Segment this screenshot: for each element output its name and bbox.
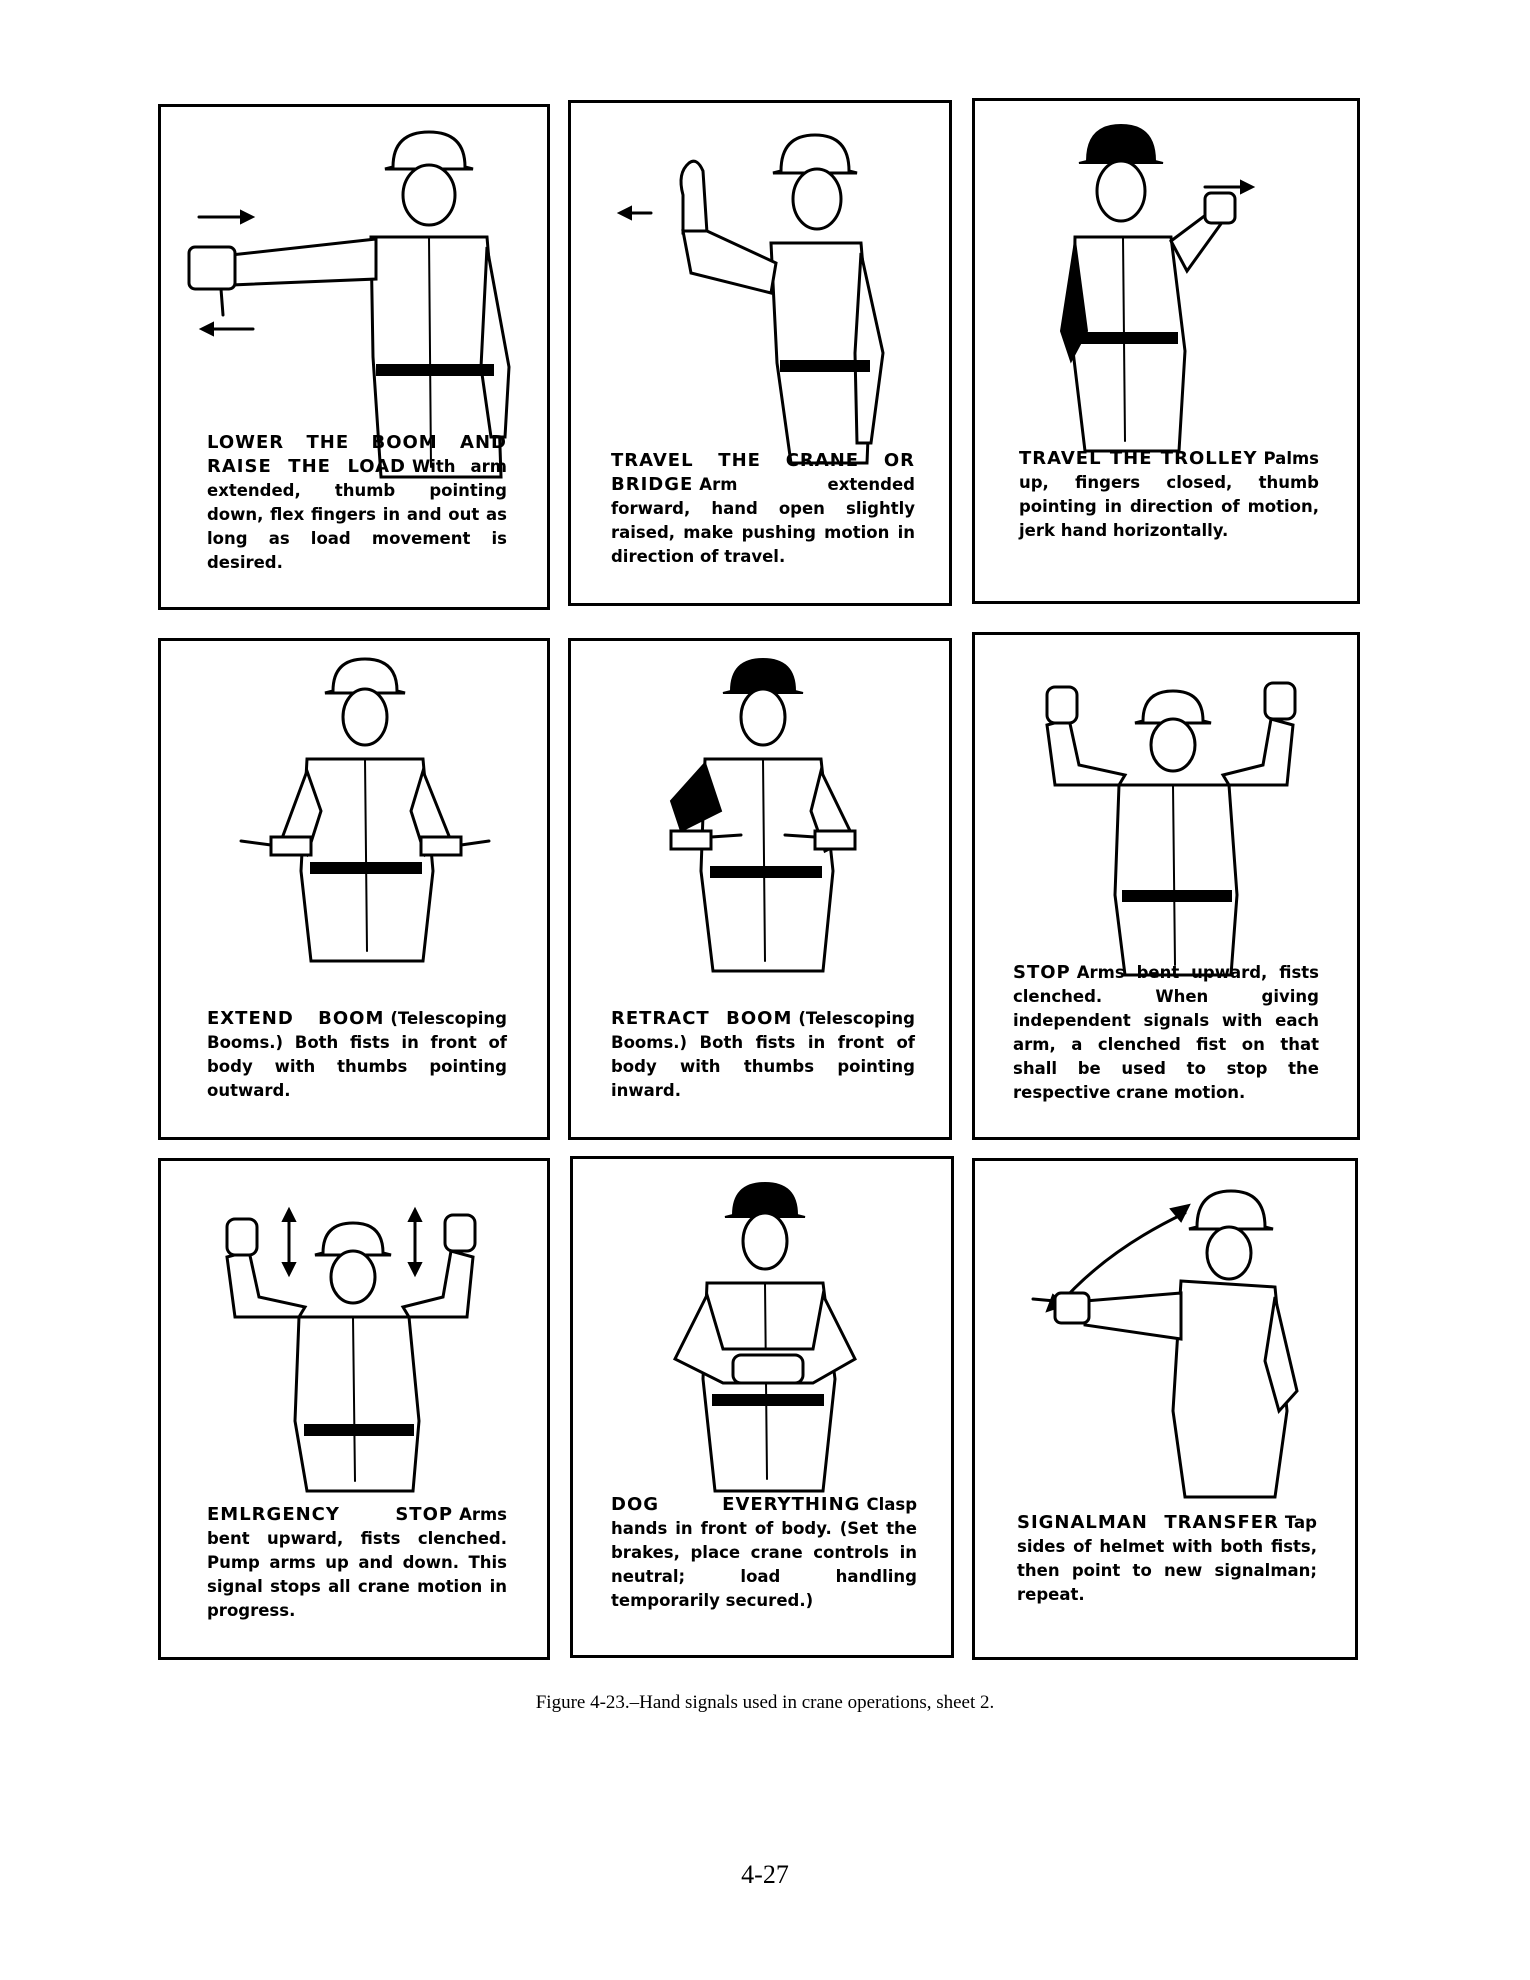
signal-panel-lower-boom [158, 104, 550, 610]
signal-title: TRAVEL THE TROLLEY [1019, 448, 1258, 469]
signal-description: With arm extended, thumb pointing down, flex fingers in and out as long as load movement is desired. [207, 457, 507, 572]
signal-description: (Telescoping Booms.) Both fists in front of body with thumbs pointing inward. [611, 1009, 915, 1100]
caption-extend-boom [207, 1007, 507, 1103]
signal-title: DOG EVERYTHING [611, 1494, 861, 1515]
signal-description: Arms bent upward, fists clenched. Pump arms up and down. This signal stops all crane motion in progress. [207, 1505, 507, 1620]
signal-title: STOP [1013, 962, 1071, 983]
signal-title: EXTEND BOOM [207, 1008, 385, 1029]
signal-panel-travel-trolley [972, 98, 1360, 604]
caption-lower-boom [207, 431, 507, 575]
caption-stop [1013, 961, 1319, 1105]
caption-travel-crane [611, 449, 915, 569]
signal-panel-signalman-transfer [972, 1158, 1358, 1660]
signal-title: EMLRGENCY STOP [207, 1504, 454, 1525]
signal-description: Arm extended forward, hand open slightly raised, make pushing motion in direction of travel. [611, 475, 915, 566]
signal-description: Clasp hands in front of body. (Set the brakes, place crane controls in neutral; load handling temporarily secured.) [611, 1495, 917, 1610]
caption-signalman-transfer [1017, 1511, 1317, 1607]
signal-title: SIGNALMAN TRANSFER [1017, 1512, 1279, 1533]
caption-dog-everything [611, 1493, 917, 1613]
signal-description: Tap sides of helmet with both fists, then point to new signalman; repeat. [1017, 1513, 1317, 1604]
signal-description: Arms bent upward, fists clenched. When giving independent signals with each arm, a clenched fist on that shall be used to stop the respective crane motion. [1013, 963, 1319, 1102]
figure-caption: Figure 4-23.–Hand signals used in crane operations, sheet 2. [535, 1692, 995, 1713]
signal-panel-travel-crane [568, 100, 952, 606]
signal-panel-stop [972, 632, 1360, 1140]
signal-title: LOWER THE BOOM AND RAISE THE LOAD [207, 432, 507, 477]
caption-retract-boom [611, 1007, 915, 1103]
signal-title: TRAVEL THE CRANE OR BRIDGE [611, 450, 915, 495]
signal-panel-extend-boom [158, 638, 550, 1140]
caption-travel-trolley [1019, 447, 1319, 543]
signal-panel-retract-boom [568, 638, 952, 1140]
signal-description: Palms up, fingers closed, thumb pointing in direction of motion, jerk hand horizontally. [1019, 449, 1319, 540]
signal-panel-dog-everything [570, 1156, 954, 1658]
page-number: 4-27 [741, 1860, 789, 1889]
signal-title: RETRACT BOOM [611, 1008, 793, 1029]
signal-description: (Telescoping Booms.) Both fists in front of body with thumbs pointing outward. [207, 1009, 507, 1100]
signal-panel-emergency-stop [158, 1158, 550, 1660]
caption-emergency-stop [207, 1503, 507, 1623]
